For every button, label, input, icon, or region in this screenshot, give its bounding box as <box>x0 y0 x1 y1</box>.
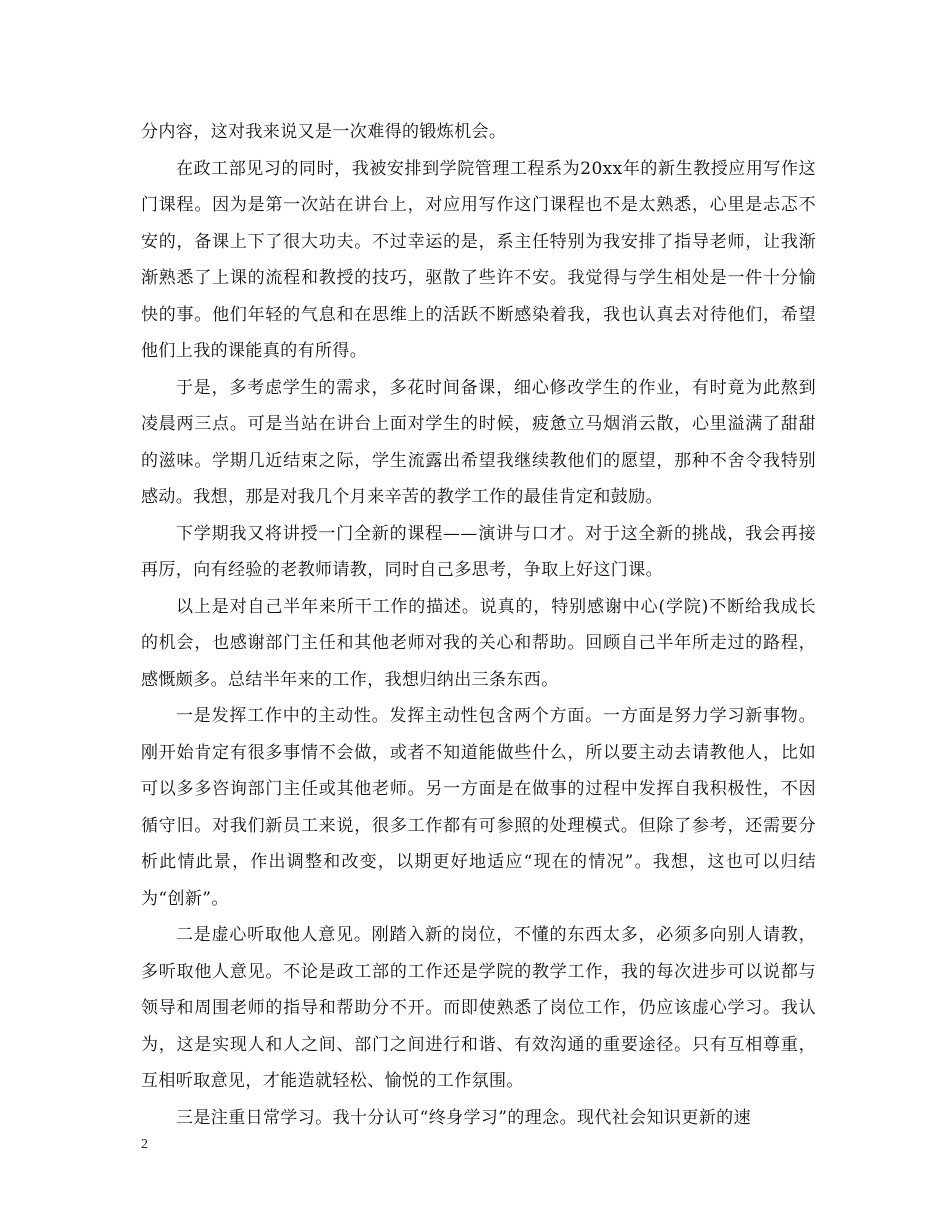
paragraph-continuation: 分内容，这对我来说又是一次难得的锻炼机会。 <box>141 122 507 142</box>
paragraph-student-needs: 于是，多考虑学生的需求，多花时间备课，细心修改学生的作业，有时竟为此熬到凌晨两三点。可是当站在讲台上面对学生的时候，疲惫立马烟消云散，心里溢满了甜甜的滋味。学期几近结束之际，学生流露出希望我继续教他们的愿望，那种不舍令我特别感动。我想，那是对我几个月来辛苦的教学工作的最佳肯定和鼓励。 <box>141 377 816 507</box>
paragraph-point-listening: 二是虚心听取他人意见。刚踏入新的岗位，不懂的东西太多，必须多向别人请教，多听取他人意见。不论是政工部的工作还是学院的教学工作，我的每次进步可以说都与领导和周围老师的指导和帮助分不开。而即使熟悉了岗位工作，仍应该虚心学习。我认为，这是实现人和人之间、部门之间进行和谐、有效沟通的重要途径。只有互相尊重，互相听取意见，才能造就轻松、愉悦的工作氛围。 <box>141 925 816 1091</box>
paragraph-next-semester: 下学期我又将讲授一门全新的课程——演讲与口才。对于这全新的挑战，我会再接再厉，向有经验的老教师请教，同时自己多思考，争取上好这门课。 <box>141 523 816 580</box>
paragraph-point-initiative: 一是发挥工作中的主动性。发挥主动性包含两个方面。一方面是努力学习新事物。刚开始肯定有很多事情不会做，或者不知道能做些什么，所以要主动去请教他人，比如可以多多咨询部门主任或其他老师。另一方面是在做事的过程中发挥自我积极性，不因循守旧。对我们新员工来说，很多工作都有可参照的处理模式。但除了参考，还需要分析此情此景，作出调整和改变，以期更好地适应“现在的情况”。我想，这也可以归结为“创新”。 <box>141 706 816 909</box>
paragraph-point-learning: 三是注重日常学习。我十分认可“终身学习”的理念。现代社会知识更新的速 <box>176 1107 751 1128</box>
paragraph-teaching-assignment: 在政工部见习的同时，我被安排到学院管理工程系为20xx年的新生教授应用写作这门课程。因为是第一次站在讲台上，对应用写作这门课程也不是太熟悉，心里是忐忑不安的，备课上下了很大功夫。不过幸运的是，系主任特别为我安排了指导老师，让我渐渐熟悉了上课的流程和教授的技巧，驱散了些许不安。我觉得与学生相处是一件十分愉快的事。他们年轻的气息和在思维上的活跃不断感染着我，我也认真去对待他们，希望他们上我的课能真的有所得。 <box>141 158 816 361</box>
page-number: 2 <box>141 1137 148 1152</box>
document-body <box>141 114 816 1136</box>
paragraph-summary-intro: 以上是对自己半年来所干工作的描述。说真的，特别感谢中心(学院)不断给我成长的机会，也感谢部门主任和其他老师对我的关心和帮助。回顾自己半年所走过的路程，感慨颇多。总结半年来的工作，我想归纳出三条东西。 <box>141 596 816 690</box>
